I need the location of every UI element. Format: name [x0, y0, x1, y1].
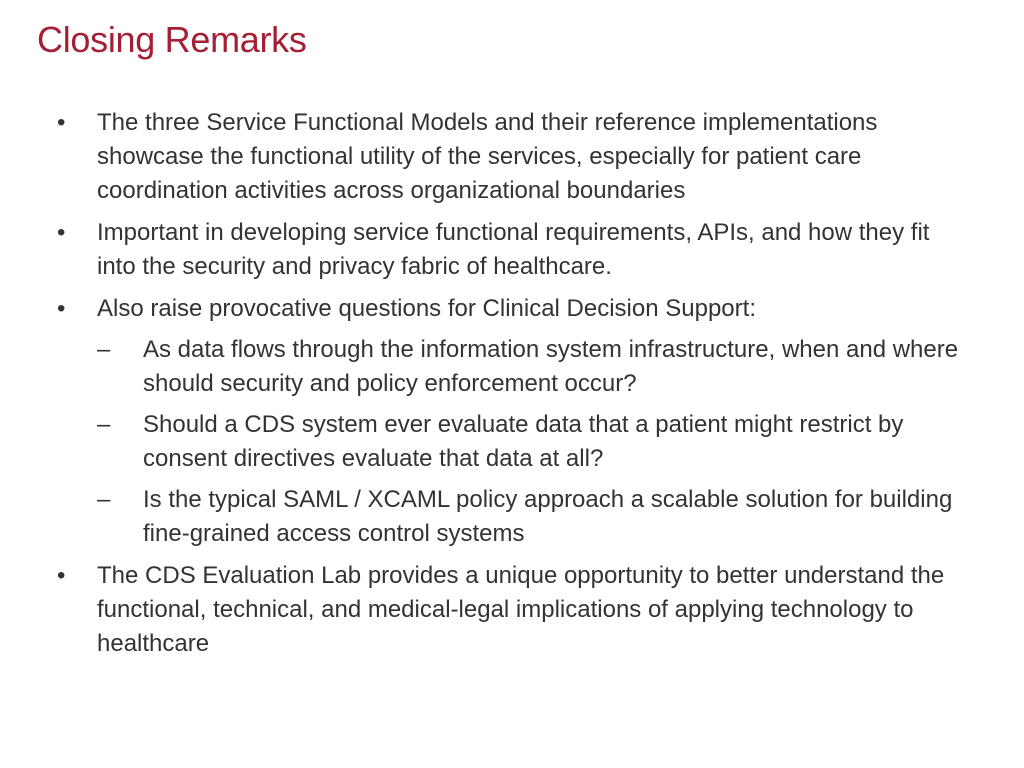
- bullet-marker: •: [57, 219, 66, 246]
- dash-marker: –: [97, 336, 111, 363]
- sub-bullet-item: [97, 333, 967, 401]
- bullet-text: Also raise provocative questions for Clinical Decision Support:: [97, 295, 756, 322]
- bullet-marker: •: [57, 562, 66, 589]
- bullet-item: [57, 106, 967, 208]
- sub-bullet-text: Is the typical SAML / XCAML policy approach a scalable solution for building fine-grained access control systems: [143, 486, 953, 547]
- sub-bullet-item: [97, 408, 967, 476]
- dash-marker: –: [97, 411, 111, 438]
- bullet-text: The three Service Functional Models and their reference implementations showcase the functional utility of the services, especially for patient care coordination activities across organizational boundaries: [97, 109, 878, 204]
- bullet-marker: •: [57, 109, 66, 136]
- bullet-item: [57, 292, 967, 551]
- bullet-item: [57, 559, 967, 661]
- sub-bullet-text: Should a CDS system ever evaluate data that a patient might restrict by consent directives evaluate that data at all?: [143, 411, 904, 472]
- sub-bullet-item: [97, 483, 967, 551]
- bullet-item: [57, 216, 967, 284]
- bullet-text: Important in developing service functional requirements, APIs, and how they fit into the security and privacy fabric of healthcare.: [97, 219, 930, 280]
- bullet-marker: •: [57, 295, 66, 322]
- bullet-text: The CDS Evaluation Lab provides a unique opportunity to better understand the functional, technical, and medical-legal implications of applying technology to healthcare: [97, 562, 945, 657]
- bullet-list: [57, 106, 967, 661]
- sub-bullet-list: [97, 333, 967, 551]
- dash-marker: –: [97, 486, 111, 513]
- sub-bullet-text: As data flows through the information system infrastructure, when and where should security and policy enforcement occur?: [143, 336, 959, 397]
- slide-title: Closing Remarks: [37, 19, 307, 60]
- slide-body: [57, 106, 967, 669]
